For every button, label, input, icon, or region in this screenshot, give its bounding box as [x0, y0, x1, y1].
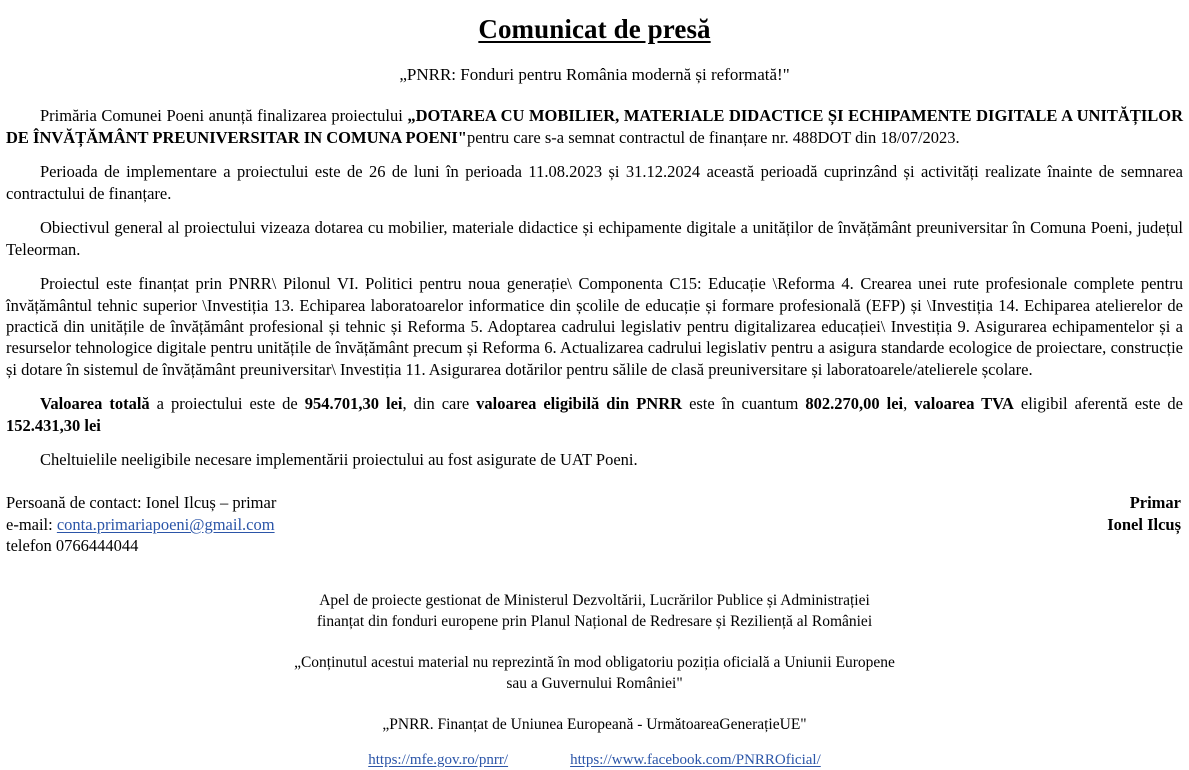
project-name-emphasis: „DOTAREA CU MOBILIER, MATERIALE DIDACTICE ȘI ECHIPAMENTE DIGITALE A UNITĂȚILOR DE ÎNVĂȚĂMÂNT PREUNIVERSITAR IN COMUNA POENI": [6, 106, 1183, 147]
value-text-3: este în cuantum: [682, 394, 806, 414]
footer-call-line-2: finanțat din fonduri europene prin Planul Național de Redresare și Reziliență al României: [316, 613, 873, 631]
vat-value-label: valoarea TVA: [914, 394, 1014, 414]
footer-eu-group: [6, 715, 1183, 770]
paragraph-1-lead: Primăria Comunei Poeni anunță finalizarea proiectului: [40, 106, 408, 126]
vat-value-amount: 152.431,30 lei: [6, 415, 101, 435]
paragraph-ineligible-costs: Cheltuielile neeligibile necesare implementării proiectului au fost asigurate de UAT Poeni.: [40, 450, 638, 470]
page-title-text: Comunicat de presă: [478, 14, 711, 44]
email-link[interactable]: conta.primariapoeni@gmail.com: [56, 514, 275, 534]
total-value-label: Valoarea totală: [40, 394, 150, 414]
paragraph-project-announcement: [6, 105, 1183, 148]
contact-person-line: Persoană de contact: Ionel Ilcuș – primar: [6, 492, 277, 512]
body-content: [6, 105, 1183, 470]
total-value-amount: 954.701,30 lei: [304, 394, 403, 414]
contact-phone-line: telefon 0766444044: [6, 536, 139, 556]
value-text-4: ,: [903, 394, 915, 414]
paragraph-implementation-period: Perioada de implementare a proiectului este de 26 de luni în perioada 11.08.2023 și 31.12.2024 această perioadă cuprinzând și activități realizate înainte de semnarea contractului de finanțare.: [6, 162, 1183, 203]
signature-name: Ionel Ilcuș: [1107, 514, 1181, 534]
eligible-value-label: valoarea eligibilă din PNRR: [476, 394, 683, 414]
signature-block: [1107, 492, 1181, 536]
value-text-5: eligibil aferentă este de: [1013, 394, 1183, 414]
mfe-pnrr-link[interactable]: https://mfe.gov.ro/pnrr/: [368, 751, 509, 768]
paragraph-project-values: [6, 393, 1183, 436]
footer-disclaimer-group: [6, 653, 1183, 695]
footer-disclaimer-line-1: „Conținutul acestui material nu reprezintă în mod obligatoriu poziția oficială a Uniunii Europene: [294, 654, 895, 672]
contact-email-line: [6, 514, 1183, 536]
footer-eu-line: „PNRR. Finanțat de Uniunea Europeană - UrmătoareaGenerațieUE": [382, 716, 807, 734]
value-text-1: a proiectului este de: [149, 394, 305, 414]
footer-links: [6, 750, 1183, 770]
page-subtitle: „PNRR: Fonduri pentru România modernă și reformată!": [399, 65, 790, 85]
footer: [6, 591, 1183, 770]
facebook-pnrr-link[interactable]: https://www.facebook.com/PNRROficial/: [570, 751, 821, 768]
paragraph-general-objective: Obiectivul general al proiectului vizeaza dotarea cu mobilier, materiale didactice și echipamente digitale a unităților de învățământ preuniversitar în Comuna Poeni, județul Teleorman.: [6, 218, 1183, 259]
paragraph-funding-framework: Proiectul este finanțat prin PNRR\ Pilonul VI. Politici pentru noua generație\ Componenta C15: Educație \Reforma 4. Crearea unei rute profesionale complete pentru învățământul tehnic superior \Investiția 13. Echiparea laboratoarelor informatice din școlile de educație și formare profesională (EFP) și \Investiția 14. Echiparea atelierelor de practică din unitățile de învățământ profesional și tehnic și Reforma 5. Adoptarea cadrului legislativ pentru digitalizarea educației\ Investiția 9. Asigurarea echipamentelor și a resurselor tehnologice digitale pentru unitățile de învățământ precum și Reforma 6. Actualizarea cadrului legislativ pentru a asigura standarde ecologice de proiectare, construcție și dotare în sistemul de învățământ preuniversitar\ Investiția 11. Asigurarea dotărilor pentru sălile de clasă preuniversitare și laboratoarele/atelierele școlare.: [6, 274, 1183, 379]
paragraph-1-tail: pentru care s-a semnat contractul de finanțare nr. 488DOT din 18/07/2023.: [466, 127, 960, 147]
footer-call-group: [6, 591, 1183, 633]
email-label: e-mail:: [6, 514, 57, 534]
contact-block: [6, 492, 1183, 558]
value-text-2: , din care: [402, 394, 477, 414]
footer-disclaimer-line-2: sau a Guvernului României": [506, 675, 683, 693]
signature-role: Primar: [1129, 492, 1181, 512]
eligible-value-amount: 802.270,00 lei: [805, 394, 904, 414]
page-title: [6, 14, 1183, 45]
footer-call-line-1: Apel de proiecte gestionat de Ministerul Dezvoltării, Lucrărilor Publice și Administrației: [319, 592, 870, 610]
